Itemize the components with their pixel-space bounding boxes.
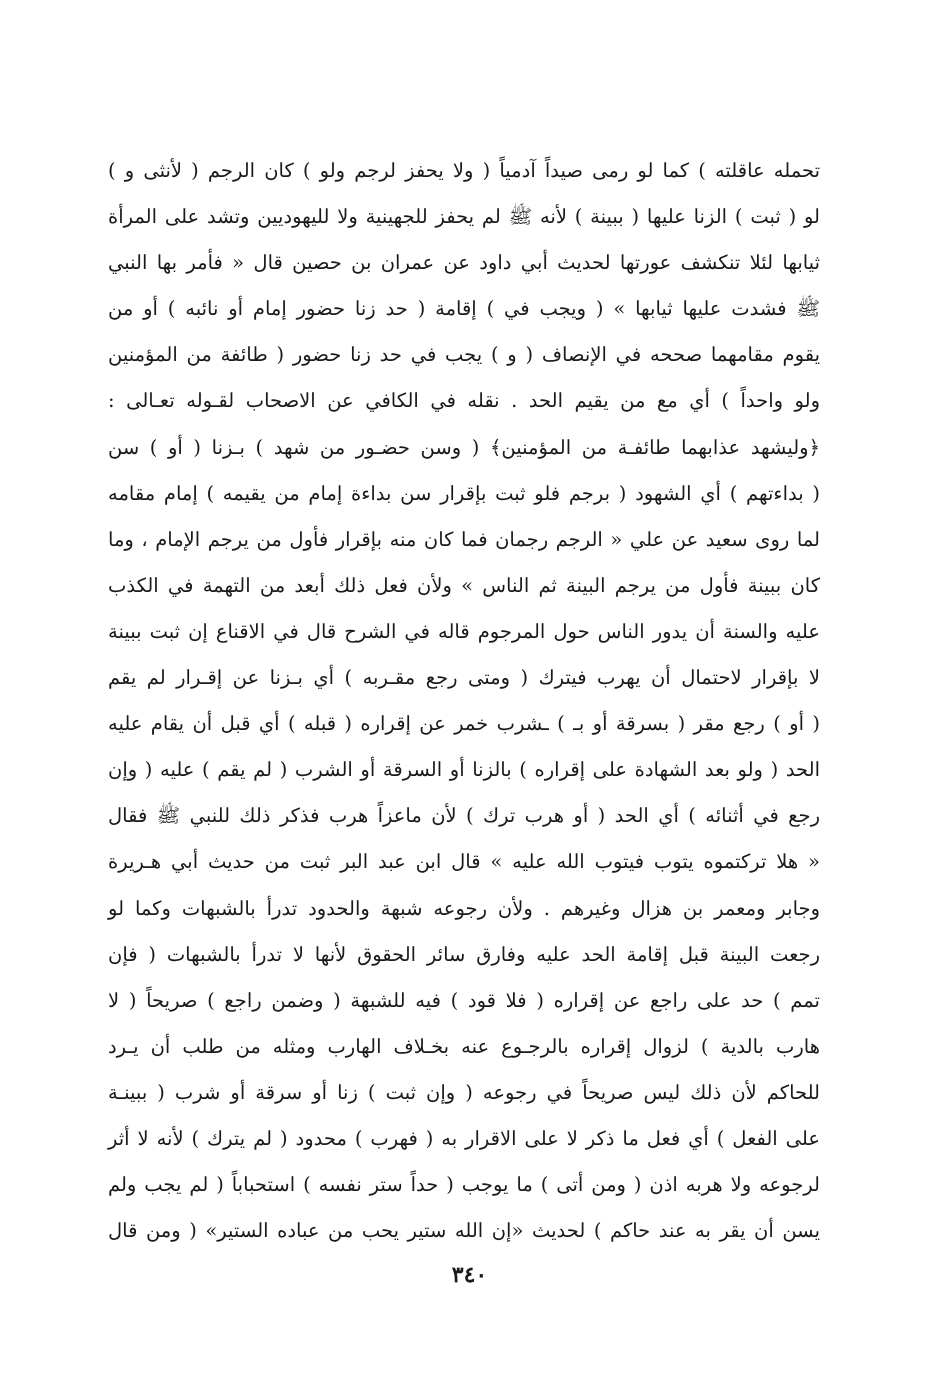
- text-line: للحاكم لأن ذلك ليس صريحاً في رجوعه ( وإن ثبت ) زنا أو سرقة أو شرب ( ببينـة: [108, 1080, 820, 1104]
- text-line: ( أو ) رجع مقر ( بسرقة أو بـ ) ـشرب خمر عن إقراره ( قبله ) أي قبل أن يقام عليه: [108, 712, 820, 736]
- text-line: تحمله عاقلته ) كما لو رمى صيداً آدمياً ( ولا يحفز لرجم ولو ) كان الرجم ( لأنثى و ): [108, 159, 820, 182]
- text-line: ﴿وليشهد عذابهما طائفـة من المؤمنين﴾ ( وسن حضـور من شهد ) بـزنا ( أو ) سن: [108, 435, 820, 459]
- text-line: عليه والسنة أن يدور الناس حول المرجوم قاله في الشرح قال في الاقناع إن ثبت ببينة: [108, 619, 820, 643]
- text-line: لرجوعه ولا هربه اذن ( ومن أتى ) ما يوجب ( حداً ستر نفسه ) استحباباً ( لم يجب ولم: [108, 1173, 820, 1197]
- text-line: يقوم مقامهما صححه في الإنصاف ( و ) يجب في حد زنا حضور ( طائفة من المؤمنين: [108, 343, 820, 367]
- text-line: ﷺ فشدت عليها ثيابها » ( ويجب في ) إقامة ( حد زنا حضور إمام أو نائبه ) أو من: [108, 297, 820, 321]
- text-line: هارب بالدية ) لزوال إقراره بالرجـوع عنه بخـلاف الهارب ومثله من طلب أن يـرد: [108, 1034, 820, 1058]
- text-line: الحد ( ولو بعد الشهادة على إقراره ) بالزنا أو السرقة أو الشرب ( لم يقم ) عليه ( وإن: [108, 758, 820, 782]
- text-line: لا بإقرار لاحتمال أن يهرب فيترك ( ومتى رجع مقـربه ) أي بـزنا عن إقـرار لم يقم: [108, 666, 820, 690]
- text-line: وجابر ومعمر بن هزال وغيرهم . ولأن رجوعه شبهة والحدود تدرأ بالشبهات وكما لو: [108, 896, 820, 920]
- text-line: كان ببينة فأول من يرجم البينة ثم الناس » ولأن فعل ذلك أبعد من التهمة في الكذب: [108, 573, 820, 597]
- text-line: « هلا تركتموه يتوب فيتوب الله عليه » قال ابن عبد البر ثبت من حديث أبي هـريرة: [108, 850, 820, 874]
- body-text: [108, 148, 820, 1254]
- text-line: لو ( ثبت ) الزنا عليها ( ببينة ) لأنه ﷺ لم يحفز للجهينية ولا لليهوديين وتشد على المرأة: [108, 205, 820, 229]
- page-number: ٣٤٠: [451, 1262, 488, 1288]
- text-line: رجعت البينة قبل إقامة الحد عليه وفارق سائر الحقوق لأنها لا تدرأ بالشبهات ( فإن: [108, 942, 820, 966]
- text-line: على الفعل ) أي فعل ما ذكر لا على الاقرار به ( فهرب ) محدود ( لم يترك ) لأنه لا أثر: [108, 1126, 820, 1150]
- text-line: رجع في أثنائه ) أي الحد ( أو هرب ترك ) لأن ماعزاً هرب فذكر ذلك للنبي ﷺ فقال: [108, 804, 820, 828]
- text-line: يسن أن يقر به عند حاكم ) لحديث «إن الله ستير يحب من عباده الستير» ( ومن قال: [108, 1219, 820, 1243]
- text-line: ولو واحداً ) أي مع من يقيم الحد . نقله في الكافي عن الاصحاب لقـوله تعـالى :: [108, 389, 820, 413]
- text-line: ( بداءتهم ) أي الشهود ( برجم فلو ثبت بإقرار سن بداءة إمام من يقيمه ) إمام مقامه: [108, 481, 820, 505]
- text-line: تمم ) حد على راجع عن إقراره ( فلا قود ) فيه للشبهة ( وضمن راجع ) صريحاً ( لا: [108, 988, 820, 1012]
- text-line: لما روى سعيد عن علي « الرجم رجمان فما كان منه بإقرار فأول من يرجم الإمام ، وما: [108, 527, 820, 551]
- text-line: ثيابها لئلا تنكشف عورتها لحديث أبي داود عن عمران بن حصين قال « فأمر بها النبي: [108, 251, 820, 275]
